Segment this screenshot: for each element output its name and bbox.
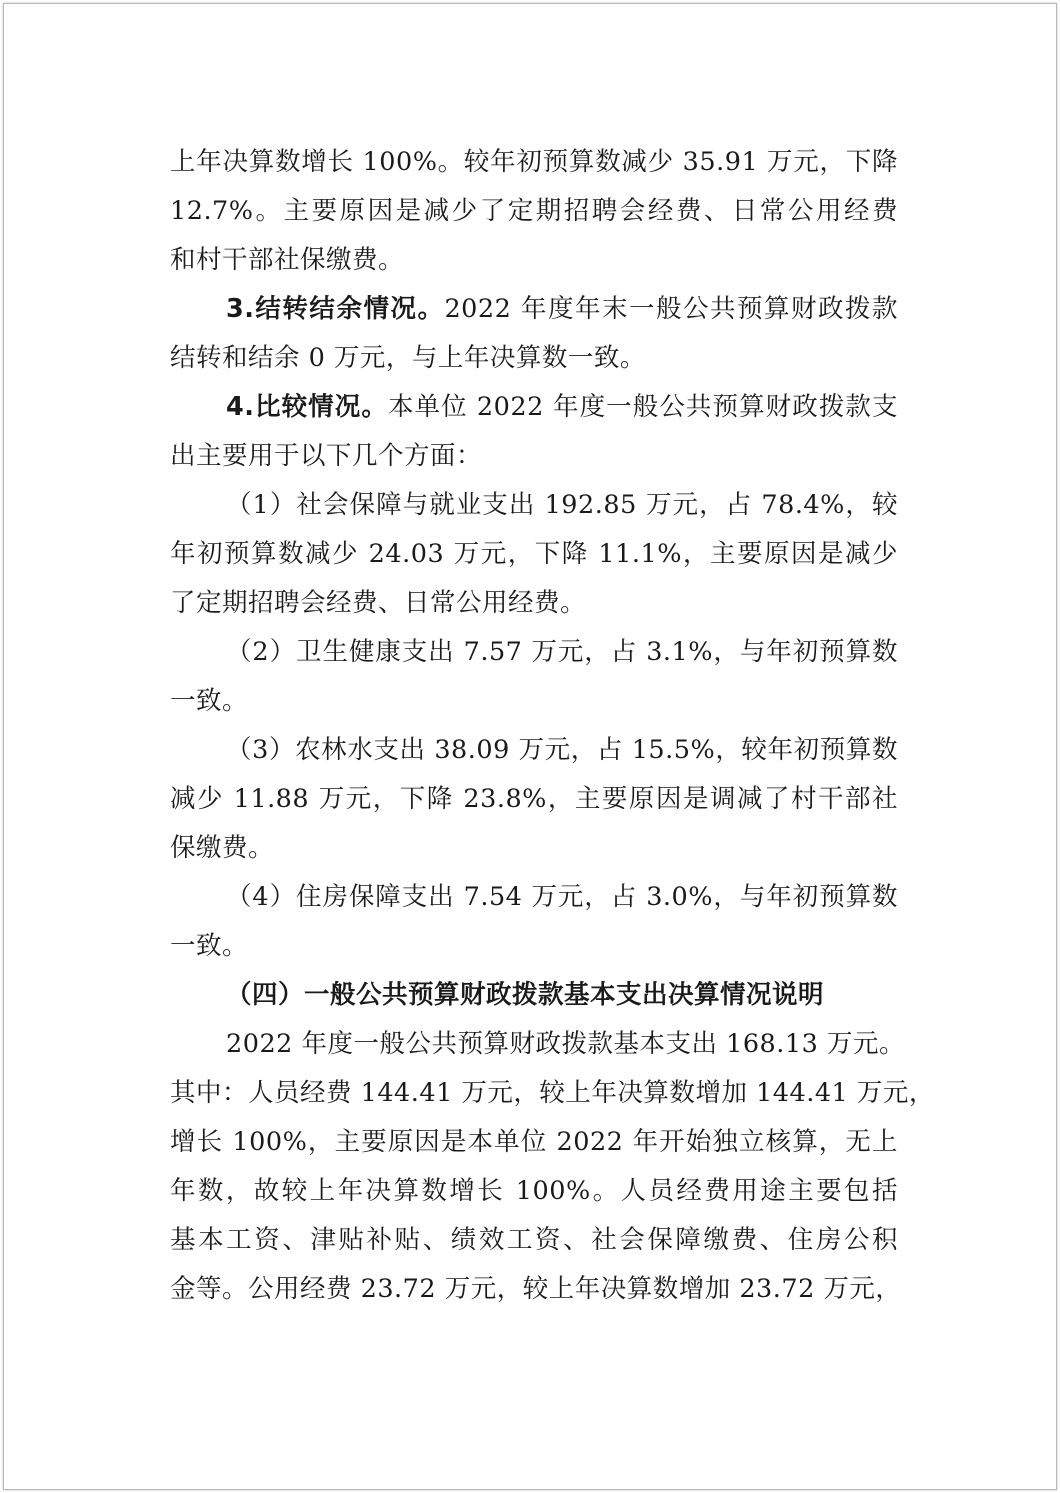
paragraph-line: 保缴费。 (170, 833, 275, 863)
paragraph-line: 年初预算数减少 24.03 万元，下降 11.1%，主要原因是减少 (170, 539, 898, 569)
item-3-line: （3）农林水支出 38.09 万元，占 15.5%，较年初预算数 (226, 735, 898, 765)
item-1-line: （1）社会保障与就业支出 192.85 万元，占 78.4%，较 (226, 490, 898, 520)
paragraph-line: 一致。 (170, 686, 249, 716)
paragraph-line: 2022 年度一般公共预算财政拨款基本支出 168.13 万元。 (226, 1029, 905, 1059)
section-3-line (226, 289, 898, 329)
item-4-line: （4）住房保障支出 7.54 万元，占 3.0%，与年初预算数 (226, 882, 898, 912)
page (3, 3, 1057, 1490)
section-4-text: 本单位 2022 年度一般公共预算财政拨款支 (387, 392, 899, 422)
section-3-text: 2022 年度年末一般公共预算财政拨款 (444, 294, 898, 324)
paragraph-line: 了定期招聘会经费、日常公用经费。 (170, 588, 587, 618)
paragraph-line: 结转和结余 0 万元，与上年决算数一致。 (170, 343, 646, 373)
paragraph-line: 一致。 (170, 931, 249, 961)
section-3-heading: 3.结转结余情况。 (226, 294, 445, 324)
section-heading-4: （四）一般公共预算财政拨款基本支出决算情况说明 (226, 980, 825, 1010)
paragraph-line: 出主要用于以下几个方面： (170, 441, 483, 471)
paragraph-line: 12.7%。主要原因是减少了定期招聘会经费、日常公用经费 (170, 196, 898, 226)
paragraph-line: 和村干部社保缴费。 (170, 245, 405, 275)
paragraph-line: 年数，故较上年决算数增长 100%。人员经费用途主要包括 (170, 1176, 898, 1206)
paragraph-line: 金等。公用经费 23.72 万元，较上年决算数增加 23.72 万元， (170, 1274, 902, 1304)
paragraph-line: 减少 11.88 万元，下降 23.8%，主要原因是调减了村干部社 (170, 784, 898, 814)
paragraph-line: 其中：人员经费 144.41 万元，较上年决算数增加 144.41 万元， (170, 1078, 935, 1108)
section-4-heading: 4.比较情况。 (226, 392, 388, 422)
paragraph-line: 增长 100%，主要原因是本单位 2022 年开始独立核算，无上 (170, 1127, 898, 1157)
item-2-line: （2）卫生健康支出 7.57 万元，占 3.1%，与年初预算数 (226, 637, 898, 667)
paragraph-line: 基本工资、津贴补贴、绩效工资、社会保障缴费、住房公积 (170, 1225, 898, 1255)
paragraph-line: 上年决算数增长 100%。较年初预算数减少 35.91 万元，下降 (170, 147, 898, 177)
section-4-line (226, 387, 898, 427)
